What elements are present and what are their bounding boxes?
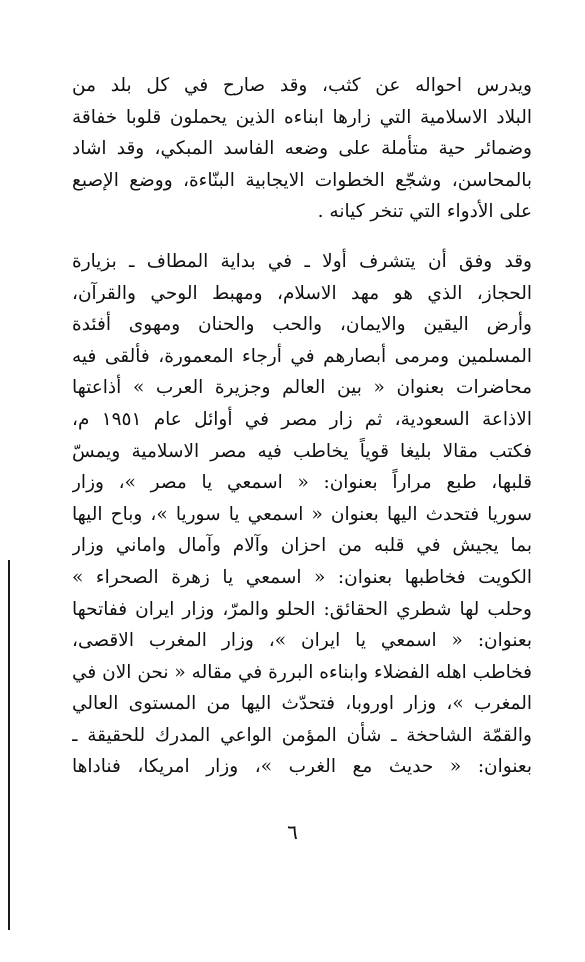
paragraph-1 <box>72 70 532 228</box>
body-text <box>72 70 532 783</box>
scan-edge-line <box>8 560 10 930</box>
text-line: المغرب »، وزار اوروبا، فتحدّث اليها من المستوى العالي <box>72 693 532 715</box>
text-line: بعنوان: « اسمعي يا ايران »، وزار المغرب الاقصى، <box>72 630 532 652</box>
text-line: الكويت فخاطبها بعنوان: « اسمعي يا زهرة الصحراء » <box>72 566 532 588</box>
text-line: الاذاعة السعودية، ثم زار مصر في أوائل عام ١٩٥١ م، <box>72 408 532 430</box>
text-line: فخاطب اهله الفضلاء وابناءه البررة في مقاله « نحن الان في <box>72 661 532 683</box>
text-line: بما يجيش في قلبه من احزان وآلام وآمال واماني وزار <box>72 535 532 557</box>
paragraph-2 <box>72 246 532 783</box>
text-line: فكتب مقالا بليغا قوياً يخاطب فيه مصر الاسلامية ويمسّ <box>72 440 532 462</box>
text-line: وقد وفق أن يتشرف أولا ـ في بداية المطاف ـ بزيارة <box>72 250 532 272</box>
text-line: الحجاز، الذي هو مهد الاسلام، ومهبط الوحي والقرآن، <box>72 282 532 304</box>
text-line: سوريا فتحدث اليها بعنوان « اسمعي يا سوريا »، وباح اليها <box>72 503 532 525</box>
text-line: على الأدواء التي تنخر كيانه . <box>317 201 532 223</box>
text-line: قلبها، طبع مراراً بعنوان: « اسمعي يا مصر »، وزار <box>72 472 532 494</box>
page-number: ٦ <box>287 820 298 844</box>
text-line: وضمائر حية متأملة على وضعه الفاسد المبكي، وقد اشاد <box>72 138 532 160</box>
text-line: وأرض اليقين والايمان، والحب والحنان ومهوى أفئدة <box>72 314 532 336</box>
text-line: ويدرس احواله عن كثب، وقد صارح في كل بلد من <box>72 75 532 96</box>
text-line: وحلب لها شطري الحقائق: الحلو والمرّ، وزار ايران ففاتحها <box>72 598 532 620</box>
paragraph-gap <box>72 228 532 246</box>
text-line: المسلمين ومرمى أبصارهم في أرجاء المعمورة، فألقى فيه <box>72 345 532 367</box>
text-line: البلاد الاسلامية التي زارها ابناءه الذين يحملون قلوبا خفاقة <box>72 106 532 128</box>
text-line: محاضرات بعنوان « بين العالم وجزيرة العرب » أذاعتها <box>72 377 532 399</box>
text-line: بالمحاسن، وشجّع الخطوات الايجابية البنّاءة، ووضع الإصبع <box>72 169 532 191</box>
text-line: بعنوان: « حديث مع الغرب »، وزار امريكا، فناداها <box>72 756 532 778</box>
text-line: والقمّة الشاحخة ـ شأن المؤمن الواعي المدرك للحقيقة ـ <box>72 724 532 746</box>
